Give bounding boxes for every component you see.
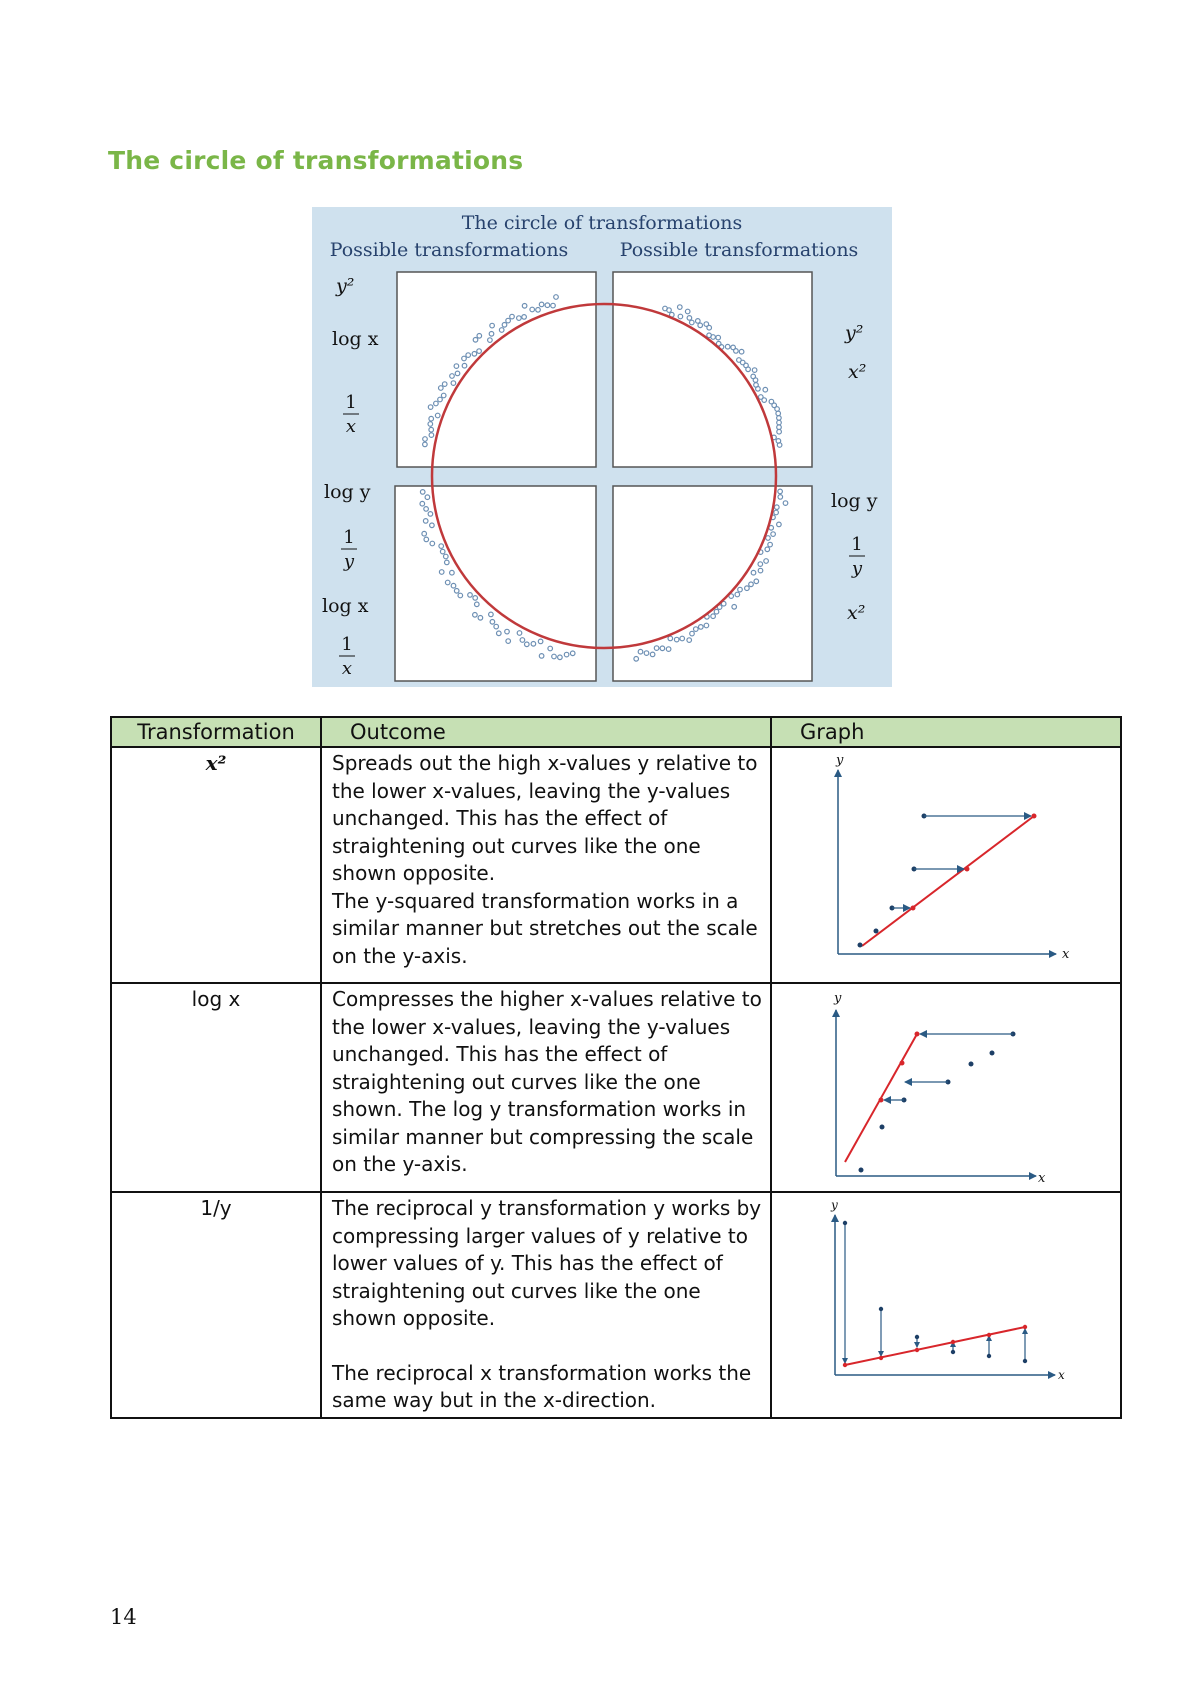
outcome-text: Compresses the higher x-values relative to the lower x-values, leaving the y-values unchanged. This has the effect of straightening out curves like the one shown. The log y transformation works in similar manner but compressing the scale on the y-axis. bbox=[332, 987, 762, 1176]
graph-log-x bbox=[826, 984, 1066, 1184]
transformation-cell bbox=[111, 983, 321, 1192]
graph-cell bbox=[771, 1192, 1121, 1418]
transformation-label: 1/y bbox=[200, 1196, 232, 1220]
label-tl-y-squared: y² bbox=[336, 275, 355, 297]
circle-of-transformations-figure bbox=[312, 207, 892, 687]
point bbox=[911, 906, 916, 911]
transformed-points bbox=[858, 814, 927, 948]
paragraph-gap bbox=[332, 1333, 764, 1360]
graph-x-squared bbox=[816, 748, 1076, 963]
outcome-cell bbox=[321, 983, 771, 1192]
svg-text:x: x bbox=[345, 416, 357, 437]
graph-cell bbox=[771, 983, 1121, 1192]
shift-arrows bbox=[845, 1223, 1025, 1363]
outcome-text: The reciprocal y transformation y works by compressing larger values of y relative to lower values of y. This has the effect of straightening out curves like the one shown opposite. bbox=[332, 1196, 762, 1330]
point bbox=[900, 1061, 905, 1066]
label-bl-log-x: log x bbox=[322, 595, 369, 617]
svg-text:y: y bbox=[343, 551, 355, 572]
outcome-text: The y-squared transformation works in a similar manner but stretches out the scale on the y-axis. bbox=[332, 888, 758, 968]
svg-text:1: 1 bbox=[345, 392, 357, 413]
x-axis-label: x bbox=[1038, 1171, 1046, 1184]
outcome-cell bbox=[321, 747, 771, 983]
point bbox=[969, 1062, 974, 1067]
svg-text:y: y bbox=[851, 558, 863, 579]
y-axis-label: y bbox=[836, 753, 844, 768]
outcome-cell bbox=[321, 1192, 771, 1418]
table-row bbox=[111, 747, 1121, 983]
header-outcome: Outcome bbox=[321, 717, 771, 747]
transformation-label: x² bbox=[205, 751, 227, 775]
figure-right-header: Possible transformations bbox=[619, 239, 859, 261]
point bbox=[987, 1354, 991, 1358]
shift-arrows bbox=[892, 816, 1031, 908]
label-tr-y-squared: y² bbox=[845, 322, 864, 344]
label-tr-x-squared: x² bbox=[848, 361, 867, 383]
circle-diagram bbox=[312, 207, 892, 687]
figure-title: The circle of transformations bbox=[461, 212, 743, 234]
svg-text:1: 1 bbox=[343, 527, 355, 548]
point bbox=[915, 1348, 919, 1352]
x-axis-label: x bbox=[1062, 947, 1070, 962]
fitted-line bbox=[862, 816, 1034, 946]
label-bl-one-over-x bbox=[339, 634, 355, 679]
point bbox=[879, 1098, 884, 1103]
fitted-line bbox=[845, 1327, 1025, 1365]
transformation-label: log x bbox=[191, 987, 241, 1011]
y-axis-label: y bbox=[831, 1198, 838, 1212]
point bbox=[990, 1051, 995, 1056]
point bbox=[1023, 1325, 1027, 1329]
x-axis-label: x bbox=[1058, 1368, 1065, 1382]
header-graph: Graph bbox=[771, 717, 1121, 747]
svg-text:1: 1 bbox=[851, 534, 863, 555]
label-tl-log-x: log x bbox=[332, 328, 379, 350]
point bbox=[915, 1335, 919, 1339]
point bbox=[1032, 814, 1037, 819]
transformation-cell bbox=[111, 747, 321, 983]
label-br-one-over-y bbox=[849, 534, 865, 579]
label-br-log-y: log y bbox=[831, 490, 878, 512]
outcome-text: Spreads out the high x-values y relative to the lower x-values, leaving the y-values unchanged. This has the effect of straightening out curves like the one shown opposite. bbox=[332, 751, 758, 885]
figure-left-header: Possible transformations bbox=[329, 239, 569, 261]
point bbox=[874, 929, 879, 934]
header-transformation: Transformation bbox=[111, 717, 321, 747]
point bbox=[951, 1340, 955, 1344]
point bbox=[915, 1032, 920, 1037]
point bbox=[951, 1350, 955, 1354]
point bbox=[879, 1307, 883, 1311]
y-axis-label: y bbox=[834, 991, 842, 1006]
page-number: 14 bbox=[110, 1605, 137, 1629]
point bbox=[859, 1168, 864, 1173]
svg-text:1: 1 bbox=[341, 634, 353, 655]
label-br-x-squared: x² bbox=[847, 602, 866, 624]
table-header-row bbox=[111, 717, 1121, 747]
point bbox=[987, 1333, 991, 1337]
point bbox=[965, 867, 970, 872]
label-tl-one-over-x bbox=[343, 392, 359, 437]
table-row bbox=[111, 1192, 1121, 1418]
point bbox=[858, 943, 863, 948]
point bbox=[1023, 1359, 1027, 1363]
outcome-text: The reciprocal x transformation works the same way but in the x-direction. bbox=[332, 1360, 752, 1412]
label-bl-log-y: log y bbox=[324, 481, 371, 503]
original-points bbox=[843, 1221, 1027, 1363]
point bbox=[843, 1363, 847, 1367]
point bbox=[843, 1221, 847, 1225]
label-bl-one-over-y bbox=[341, 527, 357, 572]
shift-arrows bbox=[884, 1034, 1013, 1100]
graph-reciprocal-y bbox=[821, 1193, 1071, 1393]
panel-bottom-left bbox=[395, 486, 596, 681]
point bbox=[879, 1356, 883, 1360]
page-heading: The circle of transformations bbox=[108, 146, 524, 175]
transformations-table bbox=[110, 716, 1122, 1419]
graph-cell bbox=[771, 747, 1121, 983]
panel-top-right bbox=[613, 272, 812, 467]
table-row bbox=[111, 983, 1121, 1192]
point bbox=[880, 1125, 885, 1130]
transformation-cell bbox=[111, 1192, 321, 1418]
svg-text:x: x bbox=[341, 658, 353, 679]
